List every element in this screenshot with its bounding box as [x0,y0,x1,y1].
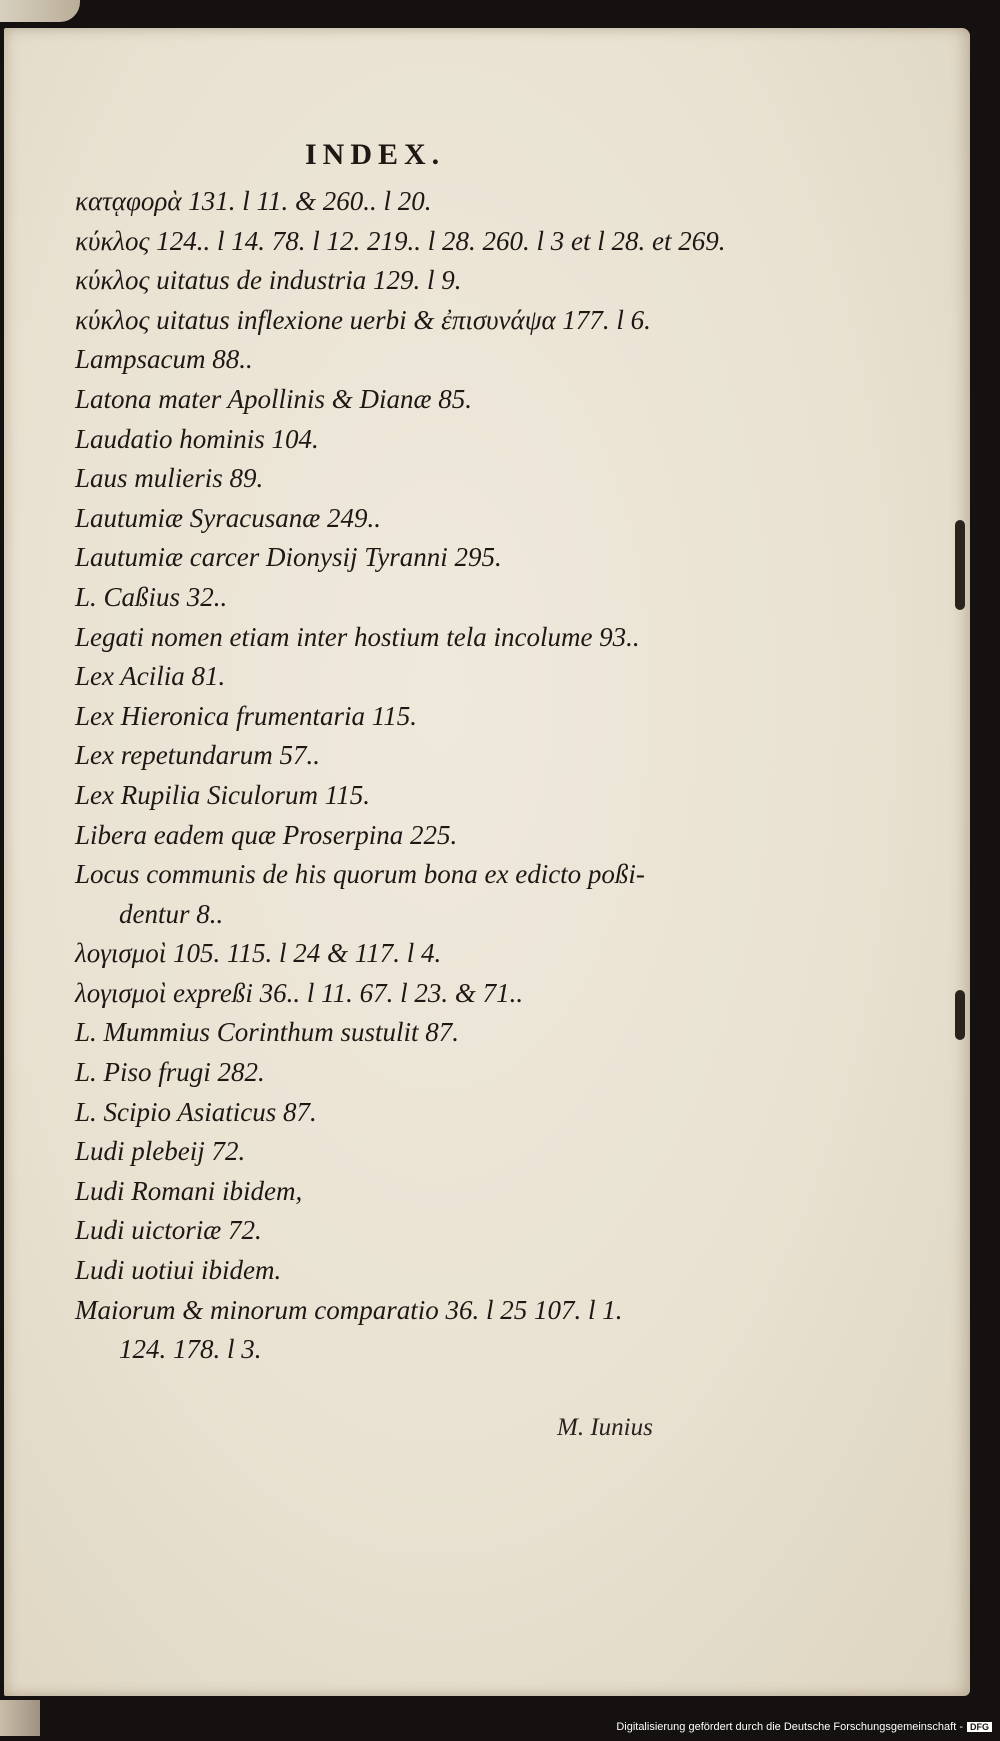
index-entry: Latona mater Apollinis & Dianæ 85. [75,383,473,414]
index-entry: Laus mulieris 89. [75,463,264,494]
catchword: M. Iunius [557,1414,653,1441]
index-entry: κατᾳφορὰ 131. l 11. & 260.. l 20. [75,186,432,216]
index-entries [75,182,775,1370]
index-entry: Lex repetundarum 57.. [75,740,320,771]
index-entry-continuation: dentur 8.. [119,898,224,929]
page-edge-mark [955,990,965,1040]
index-entry: Lex Acilia 81. [75,661,226,692]
index-entry: Lautumiæ carcer Dionysij Tyranni 295. [75,542,502,573]
index-entry: L. Mummius Corinthum sustulit 87. [75,1017,460,1048]
index-entry-continuation: 124. 178. l 3. [119,1334,262,1365]
index-entry: L. Piso frugi 282. [75,1057,265,1088]
index-entry: Ludi Romani ibidem, [75,1175,303,1206]
page-corner-top [0,0,80,22]
index-entry: Locus communis de his quorum bona ex edicto poßi- [75,859,645,890]
page-title: INDEX. [305,138,446,171]
index-entry: κύκλος 124.. l 14. 78. l 12. 219.. l 28. 260. l 3 et l 28. et 269. [75,225,726,256]
index-entry: Ludi plebeij 72. [75,1136,246,1167]
index-entry: Maiorum & minorum comparatio 36. l 25 107. l 1. [75,1294,623,1325]
page-corner-bottom [0,1700,40,1736]
index-entry: L. Scipio Asiaticus 87. [75,1096,317,1127]
index-entry: λογισμοὶ 105. 115. l 24 & 117. l 4. [75,938,442,969]
footer-text: Digitalisierung gefördert durch die Deutsche Forschungsgemeinschaft - [616,1721,963,1733]
index-entry: Lampsacum 88.. [75,344,253,375]
index-entry: κύκλος uitatus inflexione uerbi & ἐπισυνάψα 177. l 6. [75,304,651,335]
page-edge-mark [955,520,965,610]
index-entry: Ludi uictoriæ 72. [75,1215,262,1246]
digitization-footer [616,1721,992,1733]
index-entry: L. Caßius 32.. [75,581,228,612]
index-entry: Lex Rupilia Siculorum 115. [75,779,370,810]
index-entry: Laudatio hominis 104. [75,423,319,454]
index-entry: Ludi uotiui ibidem. [75,1255,282,1286]
index-entry: Lautumiæ Syracusanæ 249.. [75,502,382,533]
index-entry: Libera eadem quæ Proserpina 225. [75,819,458,850]
index-entry: Legati nomen etiam inter hostium tela incolume 93.. [75,621,640,652]
index-entry: λογισμοὶ expreßi 36.. l 11. 67. l 23. & 71.. [75,977,524,1008]
index-entry: κύκλος uitatus de industria 129. l 9. [75,265,462,296]
index-entry: Lex Hieronica frumentaria 115. [75,700,417,731]
dfg-logo: DFG [967,1722,992,1732]
